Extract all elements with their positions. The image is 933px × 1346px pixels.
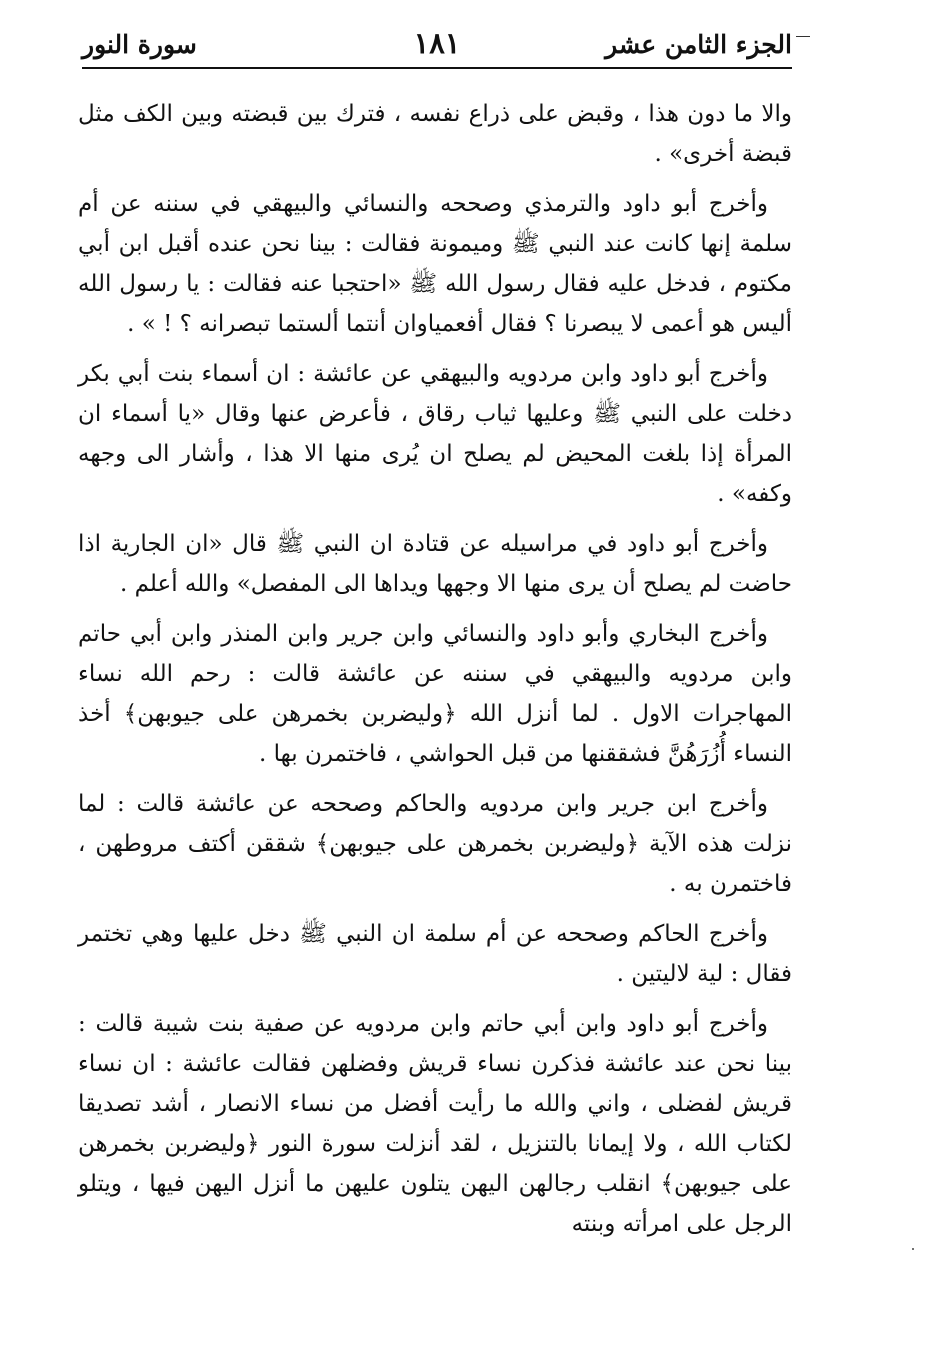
paragraph: وأخرج البخاري وأبو داود والنسائي وابن جرير وابن المنذر وابن أبي حاتم وابن مردويه والبيهقي في سننه عن عائشة قالت : رحم الله نساء المهاجرات الاول . لما أنزل الله ﴿وليضربن بخمرهن على جيوبهن﴾ أخذ النساء أُزُرَهُنَّ فشققنها من قبل الحواشي ، فاختمرن بها . bbox=[78, 621, 792, 767]
paragraph: وأخرج أبو داود والترمذي وصححه والنسائي والبيهقي في سننه عن أم سلمة إنها كانت عند النبي ﷺ وميمونة فقالت : بينا نحن عنده أقبل ابن أبي مكتوم ، فدخل عليه فقال رسول الله ﷺ «احتجبا عنه فقالت : يا رسول الله أليس هو أعمى لا يبصرنا ؟ فقال أفعمياوان أنتما ألستما تبصرانه ؟ ! » . bbox=[78, 191, 792, 337]
scan-speck bbox=[912, 1248, 914, 1250]
paragraph: وأخرج ابن جرير وابن مردويه والحاكم وصححه عن عائشة قالت : لما نزلت هذه الآية ﴿وليضربن بخمرهن على جيوبهن﴾ شققن أكتف مروطهن ، فاختمرن به . bbox=[78, 791, 792, 897]
paragraph: وأخرج أبو داود وابن مردويه والبيهقي عن عائشة : ان أسماء بنت أبي بكر دخلت على النبي ﷺ وعليها ثياب رقاق ، فأعرض عنها وقال «يا أسماء ان المرأة إذا بلغت المحيض لم يصلح ان يُرى منها الا هذا ، وأشار الى وجهه وكفه» . bbox=[78, 361, 792, 507]
surah-label: سورة النور bbox=[82, 30, 197, 59]
paragraph: وأخرج أبو داود في مراسيله عن قتادة ان النبي ﷺ قال «ان الجارية اذا حاضت لم يصلح أن يرى منها الا وجهها ويداها الى المفصل» والله أعلم . bbox=[78, 531, 792, 597]
header-tick-mark bbox=[796, 36, 810, 37]
paragraph: وأخرج الحاكم وصححه عن أم سلمة ان النبي ﷺ دخل عليها وهي تختمر فقال : لية لاليتين . bbox=[78, 921, 792, 987]
running-header bbox=[82, 22, 792, 68]
page-number: ١٨١ bbox=[413, 26, 461, 60]
page-body bbox=[78, 94, 792, 1254]
header-rule bbox=[82, 67, 792, 69]
paragraph: وأخرج أبو داود وابن أبي حاتم وابن مردويه عن صفية بنت شيبة قالت : بينا نحن عند عائشة فذكرن نساء قريش وفضلهن فقالت عائشة : ان نساء قريش لفضلى ، واني والله ما رأيت أفضل من نساء الانصار ، أشد تصديقا لكتاب الله ، ولا إيمانا بالتنزيل ، لقد أنزلت سورة النور ﴿وليضربن بخمرهن على جيوبهن﴾ انقلب رجالهن اليهن يتلون عليهن ما أنزل اليهن فيها ، ويتلو الرجل على امرأته وبنته bbox=[78, 1011, 792, 1237]
paragraph: والا ما دون هذا ، وقبض على ذراع نفسه ، فترك بين قبضته وبين الكف مثل قبضة أخرى» . bbox=[78, 101, 792, 167]
part-label: الجزء الثامن عشر bbox=[605, 30, 792, 59]
